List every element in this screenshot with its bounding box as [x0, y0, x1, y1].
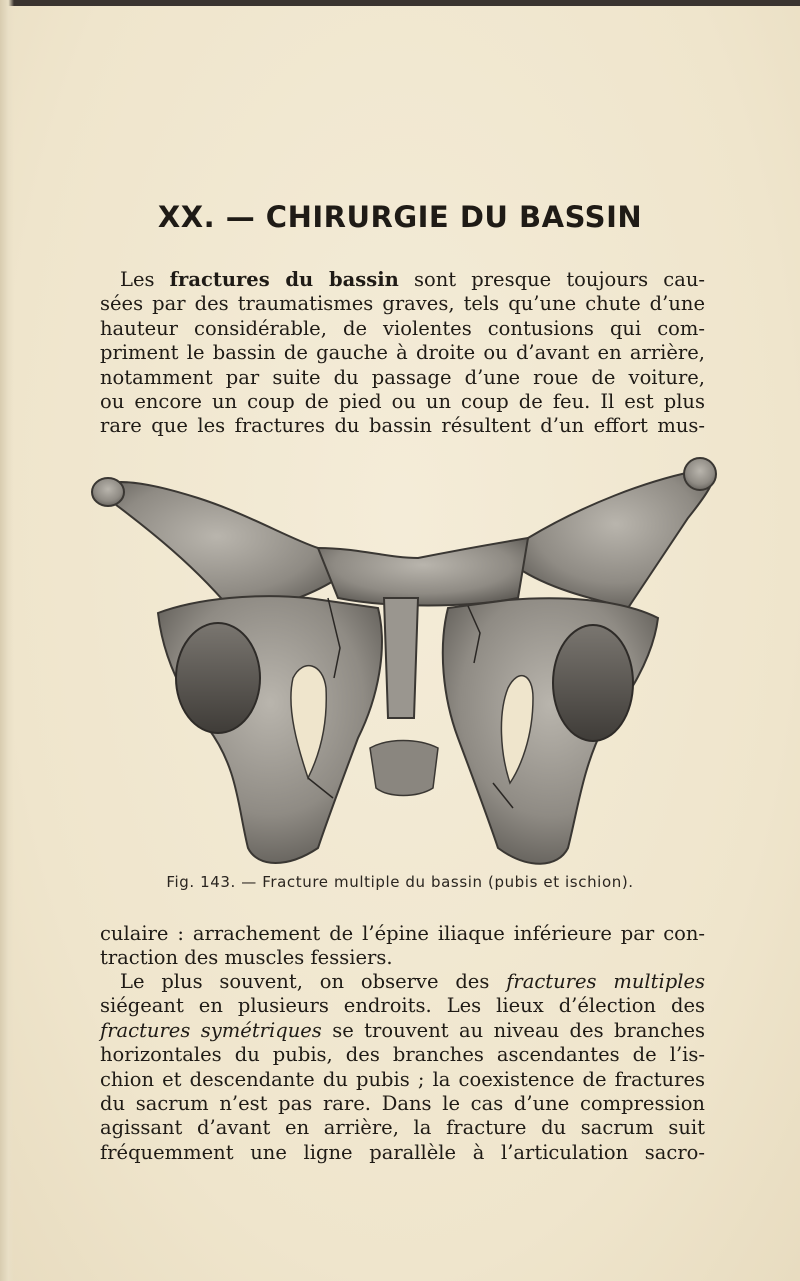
figure-caption: Fig. 143. — Fracture multiple du bassin (pubis et ischion). — [166, 873, 634, 891]
text-line: chion et descendante du pubis ; la coexistence de fractures — [100, 1067, 705, 1091]
text-line: culaire : arrachement de l’épine iliaque inférieure par con- — [100, 922, 705, 945]
text-line: fractures symétriques se trouvent au niveau des branches — [100, 1018, 705, 1042]
text-line: ou encore un coup de pied ou un coup de feu. Il est plus — [100, 390, 705, 414]
page-binding-edge — [0, 0, 14, 1281]
text-line: siégeant en plusieurs endroits. Les lieux d’élection des — [100, 994, 705, 1018]
text-line: du sacrum n’est pas rare. Dans le cas d’une compression — [100, 1092, 705, 1116]
page-top-edge — [0, 0, 800, 6]
text-line: priment le bassin de gauche à droite ou d’avant en arrière, — [100, 341, 705, 365]
text-line: sées par des traumatismes graves, tels qu’une chute d’une — [100, 292, 705, 316]
paragraph-intro — [100, 268, 705, 439]
text-line: Le plus souvent, on observe des fractures multiples — [120, 970, 705, 993]
text-line: hauteur considérable, de violentes contusions qui com- — [100, 316, 705, 340]
paragraph-fractures-multiples — [100, 970, 705, 1165]
text-line: Les fractures du bassin sont presque toujours cau- — [120, 268, 705, 291]
chapter-title: XX. — CHIRURGIE DU BASSIN — [157, 200, 643, 234]
text-line: rare que les fractures du bassin résultent d’un effort mus- — [100, 414, 705, 438]
pelvis-illustration — [88, 448, 720, 873]
text-line: notamment par suite du passage d’une roue de voiture, — [100, 365, 705, 389]
text-line: horizontales du pubis, des branches ascendantes de l’is- — [100, 1043, 705, 1067]
text-line: traction des muscles fessiers. — [100, 946, 393, 970]
text-line: agissant d’avant en arrière, la fracture du sacrum suit — [100, 1116, 705, 1140]
paragraph-continuation — [100, 922, 705, 971]
text-line: fréquemment une ligne parallèle à l’articulation sacro- — [100, 1140, 705, 1164]
